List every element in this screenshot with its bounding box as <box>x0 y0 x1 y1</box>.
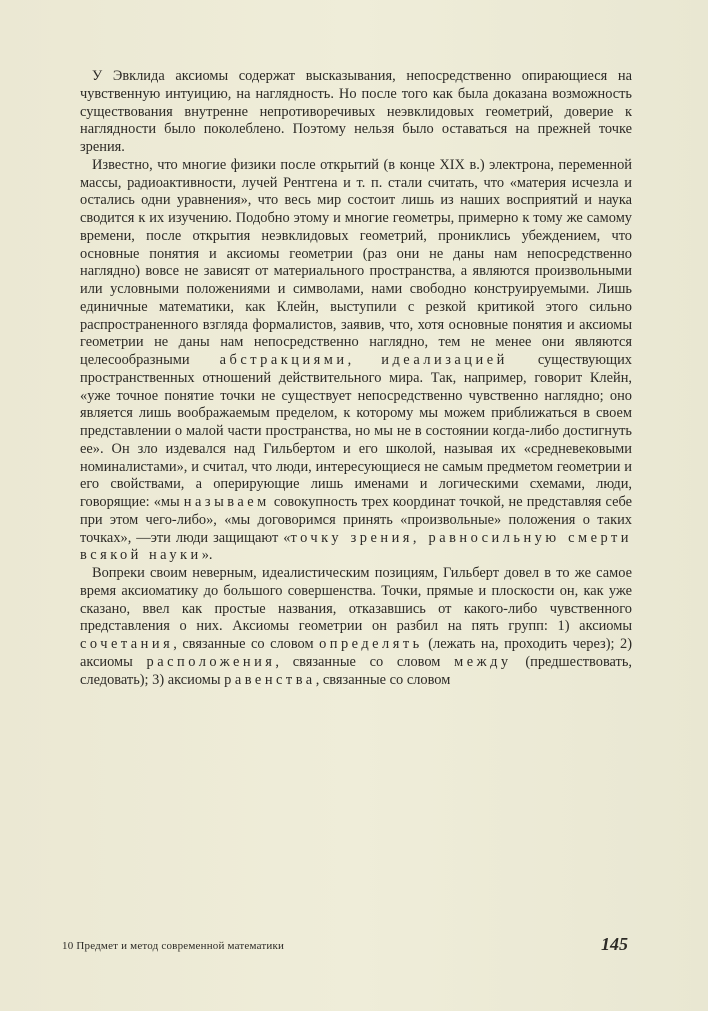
paragraph <box>80 565 632 689</box>
paragraph <box>80 157 632 565</box>
text-run: (предшествовать, следовать); 3) аксиомы <box>80 653 633 688</box>
text-run: совокупность трех координат точкой, не представляя себе при этом чего-либо», «мы договоримся принять «произвольные» положения о таких точках», —эти люди защищают « <box>80 494 632 546</box>
spaced-emphasis: расположения <box>146 653 276 670</box>
spaced-emphasis: между <box>454 653 512 670</box>
text-run: Известно, что многие физики после открытий (в конце XIX в.) электрона, переменной массы, радиоактивности, лучей Рентгена и т. п. стали считать, что «материя исчезла и остались одни уравнения», что весь мир состоит лишь из наших восприятий и наука сводится к их изучению. Подобно этому и многие геометры, примерно к тому же самому времени, после открытия неэвклидовых геометрий, прониклись убеждением, что основные понятия и аксиомы геометрии (раз они не даны нам непосредственно наглядно) вовсе не зависят от материального пространства, а являются произвольными или условными положениями и символами, нами свободно конструируемыми. Лишь единичные математики, как Клейн, выступили с резкой критикой этого сильно распространенного взгляда формалистов, заявив, что, хотя основные понятия и аксиомы геометрии не даны нам непосредственно наглядно, тем не менее они являются целесообразными <box>80 156 632 368</box>
spaced-emphasis: сочетания <box>80 636 174 652</box>
text-run: , связанные со словом <box>315 671 451 688</box>
body-text <box>80 68 632 689</box>
text-run: существующих пространственных отношений действительного мира. Так, например, говорит Клейн, «уже точное понятие точки не существует непосредственно чувственно наглядно; оно является лишь воображаемым пределом, к которому мы можем приближаться в своем представлении о малой части пространства, но мы не в состоянии когда-либо достигнуть ее». Он зло издевался над Гильбертом и его школой, называя их «средневековыми номиналистами», и считал, что люди, интересующиеся не самым предметом геометрии и его свойствами, а оперирующие лишь именами и логическими схемами, люди, говорящие: «мы <box>80 352 632 510</box>
printer-signature: 10 Предмет и метод современной математики <box>62 940 285 952</box>
text-run: , <box>347 352 382 368</box>
page-footer <box>62 934 628 962</box>
spaced-emphasis: абстракциями <box>219 352 348 368</box>
paragraph <box>80 68 632 157</box>
spaced-emphasis: равенства <box>224 671 316 688</box>
spaced-emphasis: определять <box>319 636 423 652</box>
text-run: Вопреки своим неверным, идеалистическим позициям, Гильберт довел в то же самое время аксиоматику до большого совершенства. Точки, прямые и плоскости он, как уже сказано, ввел как простые названия, отказавшись от какого-либо чувственного представления о них. Аксиомы геометрии он разбил на пять групп: 1) аксиомы <box>80 565 632 635</box>
text-run: ». <box>201 547 213 564</box>
spaced-emphasis: точку зрения, равносильную смерти всякой науки <box>80 529 632 564</box>
spaced-emphasis: называем <box>183 494 270 510</box>
page-number: 145 <box>601 934 628 954</box>
text-run: , связанные со словом <box>275 653 455 670</box>
spaced-emphasis: идеализацией <box>381 352 508 368</box>
text-run: (лежать на, проходить через); 2) аксиомы <box>80 636 632 670</box>
text-run: У Эвклида аксиомы содержат высказывания, непосредственно опирающиеся на чувственную интуицию, на наглядность. Но после того как была доказана возможность существования внутренне непротиворечивых неэвклидовых геометрий, доверие к наглядности было поколеблено. Поэтому нельзя было оставаться на прежней точке зрения. <box>80 68 632 155</box>
text-run: , связанные со словом <box>173 636 320 652</box>
